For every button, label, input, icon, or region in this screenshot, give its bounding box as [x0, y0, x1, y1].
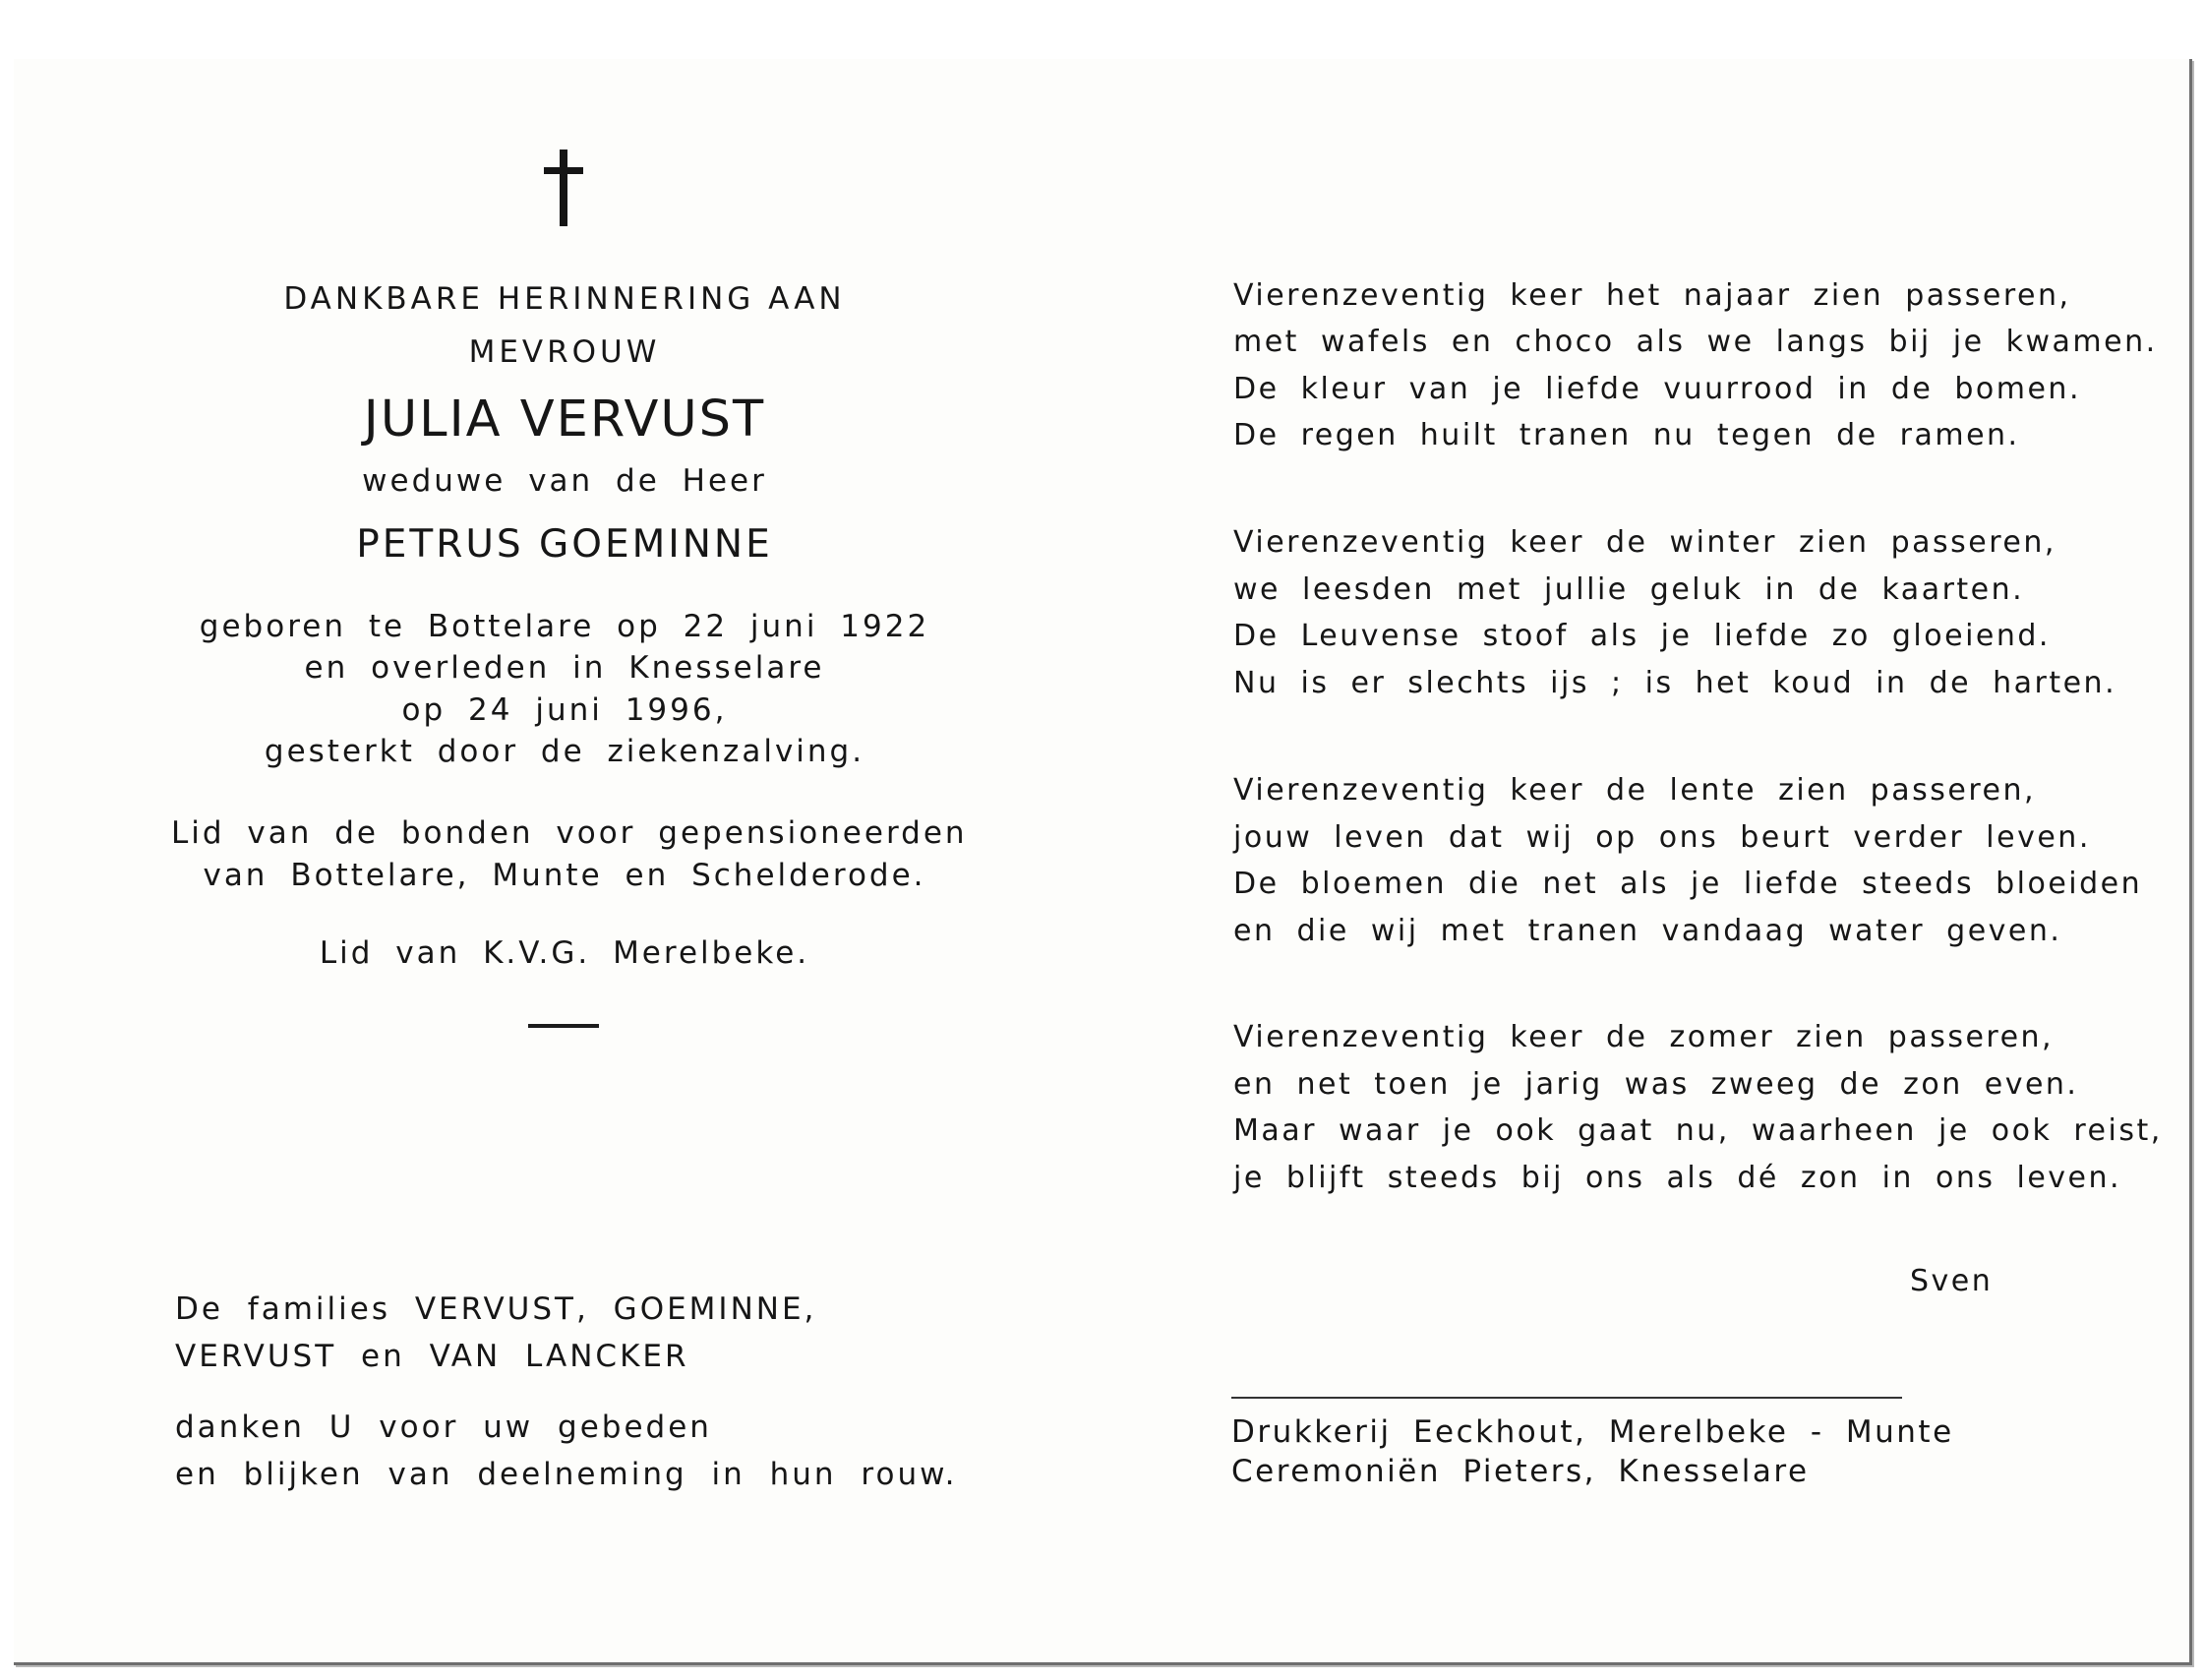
printer-line-2: Ceremoniën Pieters, Knesselare: [1231, 1454, 1810, 1489]
poem-line: en die wij met tranen vandaag water geven.: [1233, 914, 2062, 948]
cross-icon: [544, 150, 583, 226]
poem-line: en net toen je jarig was zweeg de zon even.: [1233, 1067, 2079, 1102]
thanks-families-2: VERVUST en VAN LANCKER: [175, 1339, 689, 1374]
poem-signature: Sven: [1910, 1264, 1994, 1298]
poem-line: Vierenzeventig keer het najaar zien passeren,: [1233, 278, 2071, 313]
deceased-name: JULIA VERVUST: [363, 390, 766, 449]
divider-dash: [528, 1024, 599, 1028]
husband-name: PETRUS GOEMINNE: [356, 522, 773, 567]
poem-line: De regen huilt tranen nu tegen de ramen.: [1233, 418, 2020, 452]
poem-line: De kleur van je liefde vuurrood in de bomen.: [1233, 372, 2081, 406]
poem-line: met wafels en choco als we langs bij je kwamen.: [1233, 325, 2158, 359]
death-date-line: op 24 juni 1996,: [401, 692, 728, 728]
sacrament-line: gesterkt door de ziekenzalving.: [264, 734, 865, 769]
poem-line: Vierenzeventig keer de zomer zien passeren,: [1233, 1020, 2055, 1054]
poem-line: Maar waar je ook gaat nu, waarheen je ook reist,: [1233, 1113, 2163, 1148]
birth-line: geboren te Bottelare op 22 juni 1922: [199, 609, 930, 644]
widow-of: weduwe van de Heer: [362, 463, 767, 499]
poem-line: Vierenzeventig keer de lente zien passeren,: [1233, 773, 2037, 808]
thanks-line-1: danken U voor uw gebeden: [175, 1410, 712, 1445]
thanks-families-1: De families VERVUST, GOEMINNE,: [175, 1291, 817, 1327]
thanks-line-2: en blijken van deelneming in hun rouw.: [175, 1457, 958, 1492]
membership-line-1: Lid van de bonden voor gepensioneerden: [171, 815, 968, 851]
membership-line-2: van Bottelare, Munte en Schelderode.: [203, 858, 926, 893]
poem-line: je blijft steeds bij ons als dé zon in ons leven.: [1233, 1161, 2122, 1195]
poem-line: Nu is er slechts ijs ; is het koud in de harten.: [1233, 666, 2117, 700]
poem-line: we leesden met jullie geluk in de kaarten.: [1233, 572, 2025, 607]
printer-line-1: Drukkerij Eeckhout, Merelbeke - Munte: [1231, 1414, 1954, 1450]
heading-dedication: DANKBARE HERINNERING AAN: [283, 281, 846, 317]
poem-line: jouw leven dat wij op ons beurt verder leven.: [1233, 820, 2091, 855]
poem-line: De Leuvense stoof als je liefde zo gloeiend.: [1233, 619, 2051, 653]
heading-title: MEVROUW: [468, 334, 661, 370]
poem-line: Vierenzeventig keer de winter zien passeren,: [1233, 525, 2056, 560]
death-place-line: en overleden in Knesselare: [304, 650, 825, 686]
membership-line-3: Lid van K.V.G. Merelbeke.: [319, 935, 810, 971]
printer-rule: [1231, 1397, 1902, 1399]
poem-line: De bloemen die net als je liefde steeds bloeiden: [1233, 867, 2143, 901]
